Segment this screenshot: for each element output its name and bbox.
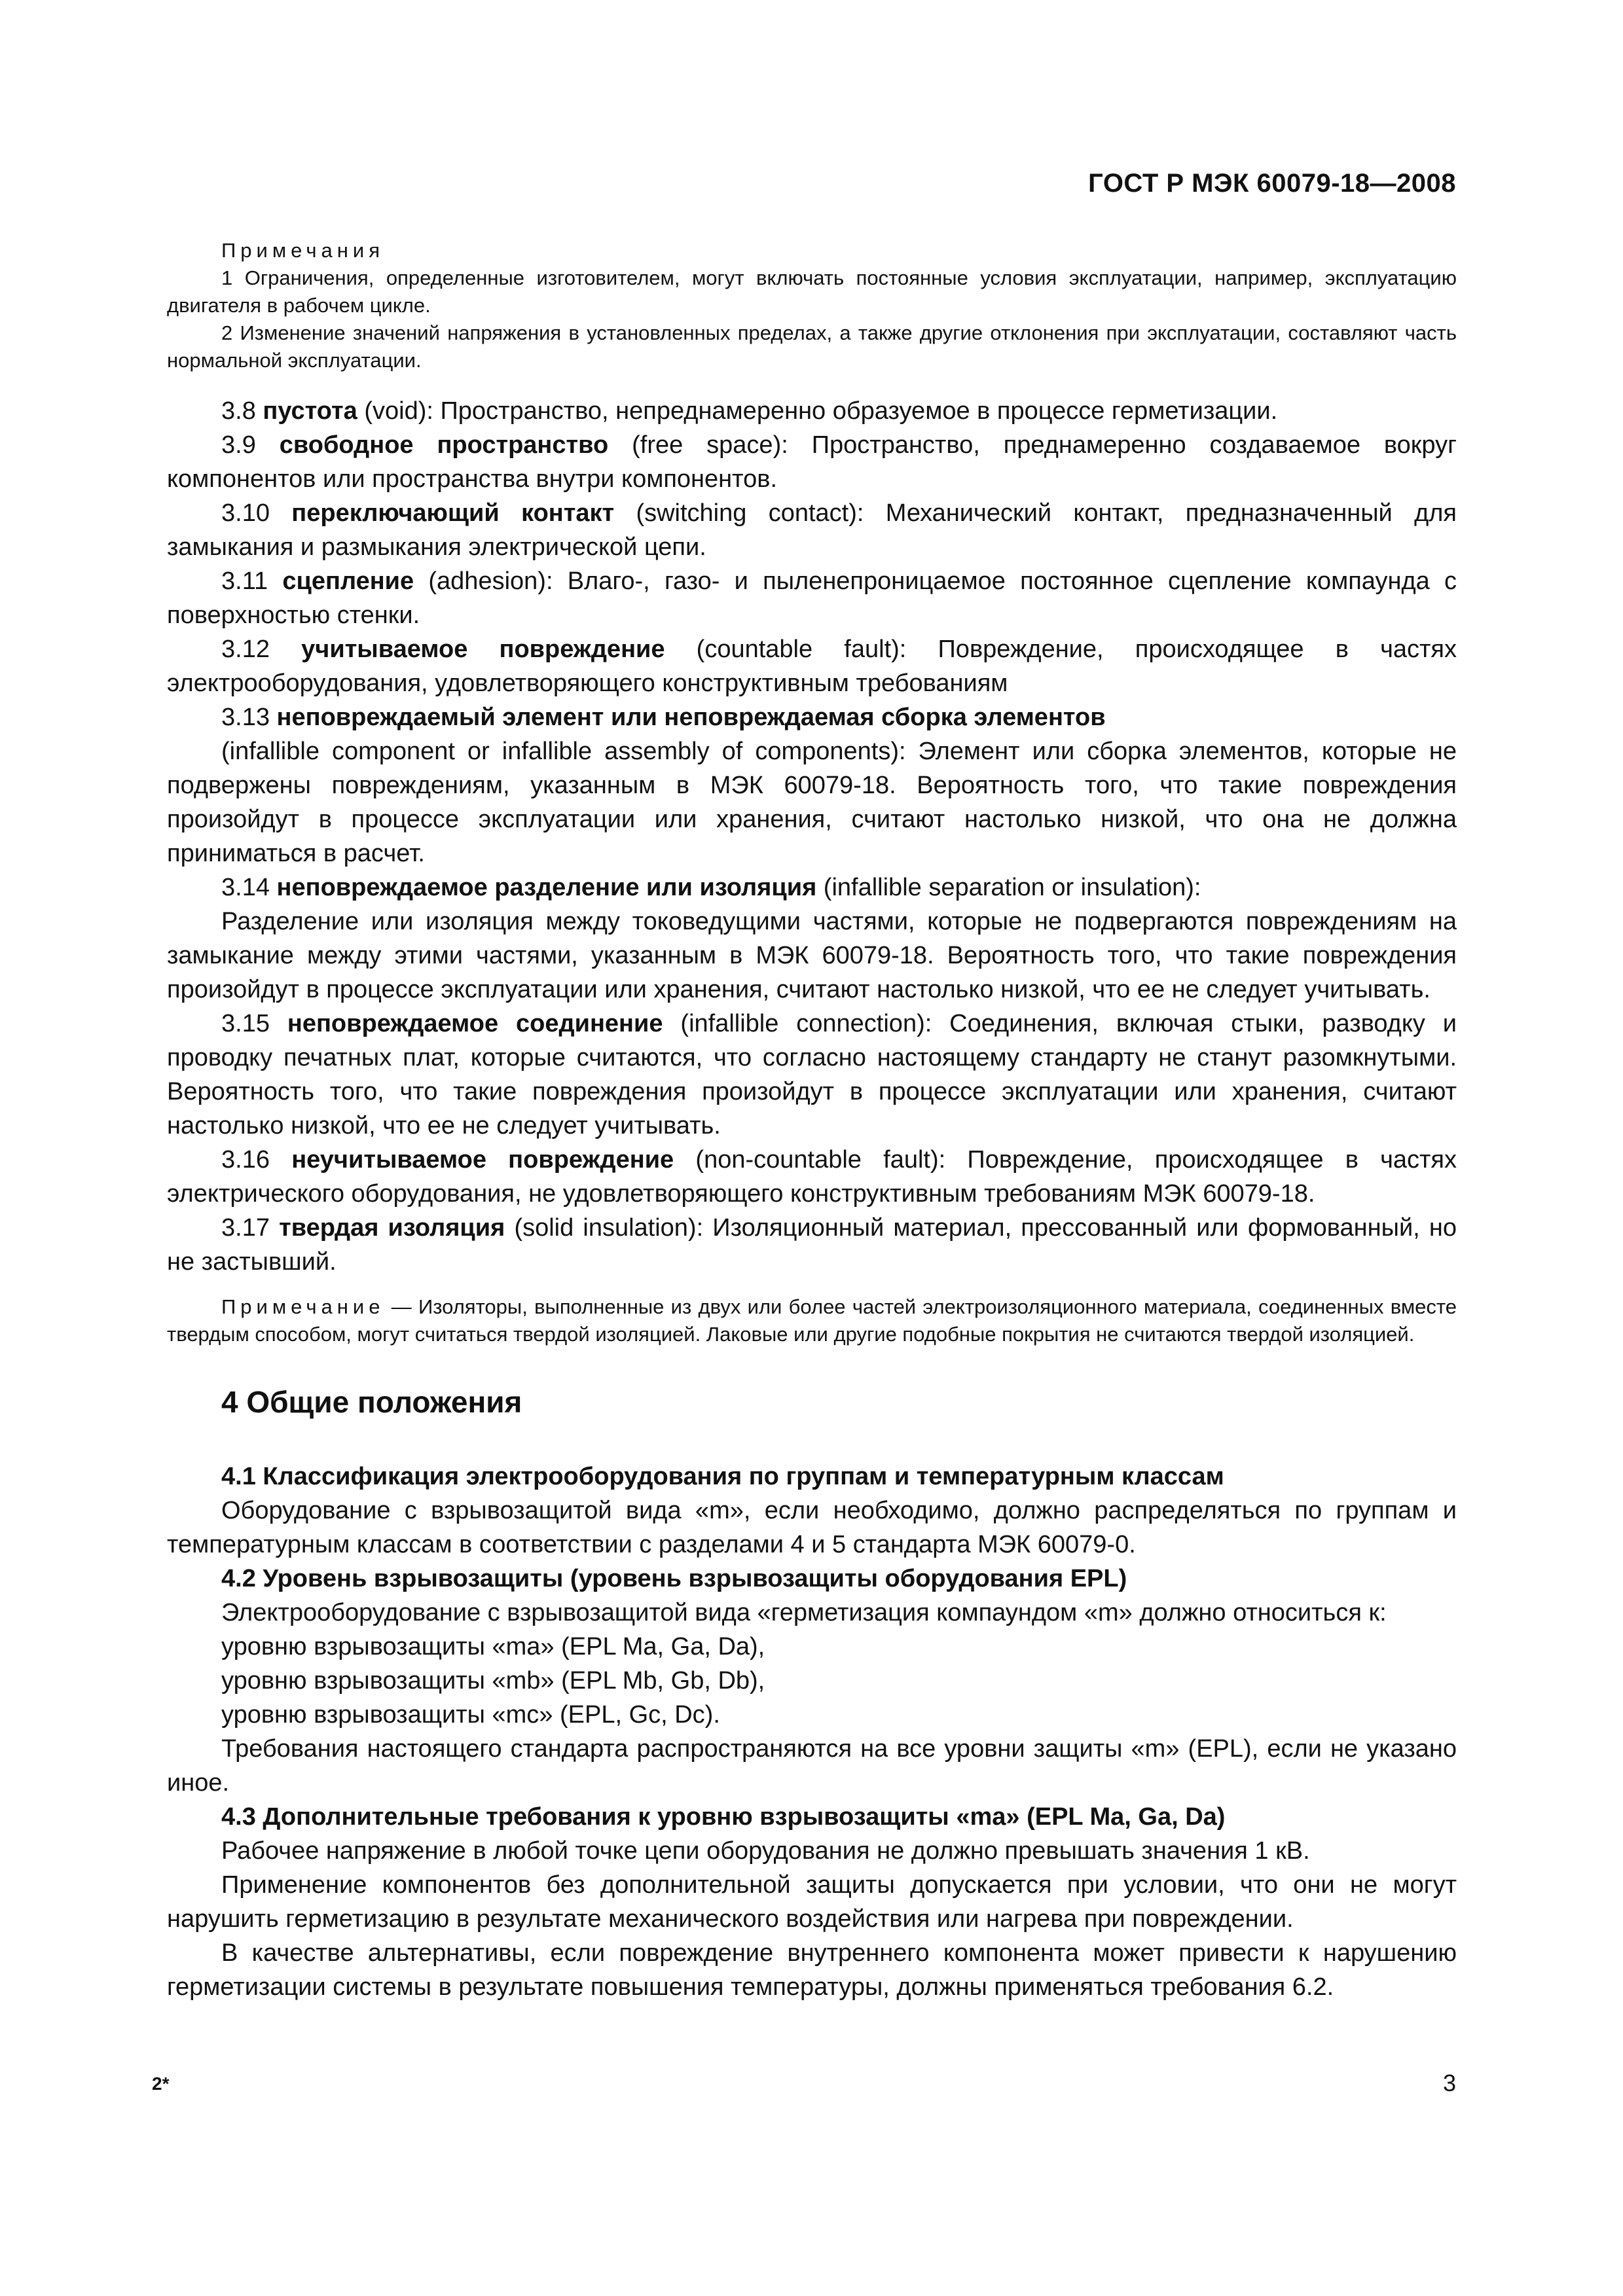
paragraph: Требования настоящего стандарта распространяются на все уровни защиты «m» (EPL), если не указано иное. <box>167 1735 1457 1797</box>
term-entry: 3.9 свободное пространство (free space): Пространство, преднамеренно создаваемое вокруг компонентов или пространства внутри компонентов. <box>167 431 1457 493</box>
paragraph: Оборудование с взрывозащитой вида «m», если необходимо, должно распределяться по группам и температурным классам в соответствии с разделами 4 и 5 стандарта МЭК 60079-0. <box>167 1497 1457 1558</box>
page-header: ГОСТ Р МЭК 60079-18—2008 <box>1088 169 1456 198</box>
term-entry: 3.8 пустота (void): Пространство, непреднамеренно образуемое в процессе герметизации. <box>221 397 1278 425</box>
subsection-title: 4.2 Уровень взрывозащиты (уровень взрывозащиты оборудования EPL) <box>221 1565 1127 1592</box>
term-entry: 3.13 неповреждаемый элемент или неповреждаемая сборка элементов <box>221 704 1106 731</box>
paragraph: уровню взрывозащиты «ma» (EPL Ma, Ga, Da), <box>221 1633 765 1660</box>
note-item: 2 Изменение значений напряжения в установленных пределах, а также другие отклонения при эксплуатации, составляют часть нормальной эксплуатации. <box>167 321 1457 372</box>
term-entry: 3.14 неповреждаемое разделение или изоляция (infallible separation or insulation): <box>221 874 1201 901</box>
term-entry: 3.17 твердая изоляция (solid insulation): Изоляционный материал, прессованный или формованный, но не застывший. <box>167 1214 1457 1276</box>
paragraph: В качестве альтернативы, если повреждение внутреннего компонента может привести к нарушению герметизации системы в результате повышения температуры, должны применяться требования 6.2. <box>167 1939 1457 2001</box>
term-entry: 3.15 неповреждаемое соединение (infallible connection): Соединения, включая стыки, разводку и проводку печатных плат, которые считаются, что согласно настоящему стандарту не станут разомкнутыми. Вероятность того, что такие повреждения произойдут в процессе эксплуатации или хранения, считают настолько низкой, что ее не следует учитывать. <box>167 1010 1457 1139</box>
page-content <box>167 237 1457 2004</box>
term-entry: 3.11 сцепление (adhesion): Влаго-, газо- и пыленепроницаемое постоянное сцепление компаунда с поверхностью стенки. <box>167 567 1457 629</box>
paragraph: уровню взрывозащиты «mb» (EPL Mb, Gb, Db), <box>221 1667 765 1695</box>
terms-list <box>167 394 1457 1279</box>
subsection-title: 4.3 Дополнительные требования к уровню взрывозащиты «ma» (EPL Ma, Ga, Da) <box>221 1803 1226 1831</box>
general-section <box>167 1460 1457 2004</box>
signature-mark: 2* <box>152 2073 170 2094</box>
notes-title: Примечания <box>221 239 384 262</box>
page-number: 3 <box>1442 2070 1456 2096</box>
section-title: 4 Общие положения <box>221 1385 522 1419</box>
term-entry: 3.12 учитываемое повреждение (countable fault): Повреждение, происходящее в частях электрооборудования, удовлетворяющего конструктивным требованиям <box>167 636 1457 697</box>
paragraph: Рабочее напряжение в любой точке цепи оборудования не должно превышать значения 1 кВ. <box>221 1837 1310 1865</box>
notes-block <box>167 237 1457 374</box>
term-continuation: (infallible component or infallible assembly of components): Элемент или сборка элементов, которые не подвержены повреждениям, указанным в МЭК 60079-18. Вероятность того, что такие повреждения произойдут в процессе эксплуатации или хранения, считают настолько низкой, что она не должна приниматься в расчет. <box>167 738 1457 867</box>
subsection-title: 4.1 Классификация электрооборудования по группам и температурным классам <box>221 1463 1224 1490</box>
note-text: Примечание — Изоляторы, выполненные из двух или более частей электроизоляционного материала, соединенных вместе твердым способом, могут считаться твердой изоляцией. Лаковые или другие подобные покрытия не считаются твердой изоляцией. <box>167 1295 1457 1346</box>
paragraph: Электрооборудование с взрывозащитой вида «герметизация компаундом «m» должно относиться к: <box>221 1599 1387 1626</box>
term-entry: 3.16 неучитываемое повреждение (non-countable fault): Повреждение, происходящее в частях электрического оборудования, не удовлетворяющего конструктивным требованиям МЭК 60079-18. <box>167 1146 1457 1208</box>
note-item: 1 Ограничения, определенные изготовителем, могут включать постоянные условия эксплуатации, например, эксплуатацию двигателя в рабочем цикле. <box>167 266 1457 317</box>
term-continuation: Разделение или изоляция между токоведущими частями, которые не подвергаются повреждениям на замыкание между этими частями, указанным в МЭК 60079-18. Вероятность того, что такие повреждения произойдут в процессе эксплуатации или хранения, считают настолько низкой, что ее не следует учитывать. <box>167 908 1457 1003</box>
paragraph: Применение компонентов без дополнительной защиты допускается при условии, что они не могут нарушить герметизацию в результате механического воздействия или нагрева при повреждении. <box>167 1871 1457 1933</box>
note-solid-insulation <box>167 1293 1457 1348</box>
paragraph: уровню взрывозащиты «mc» (EPL, Gc, Dc). <box>221 1701 720 1729</box>
term-entry: 3.10 переключающий контакт (switching contact): Механический контакт, предназначенный для замыкания и размыкания электрической цепи. <box>167 499 1457 561</box>
